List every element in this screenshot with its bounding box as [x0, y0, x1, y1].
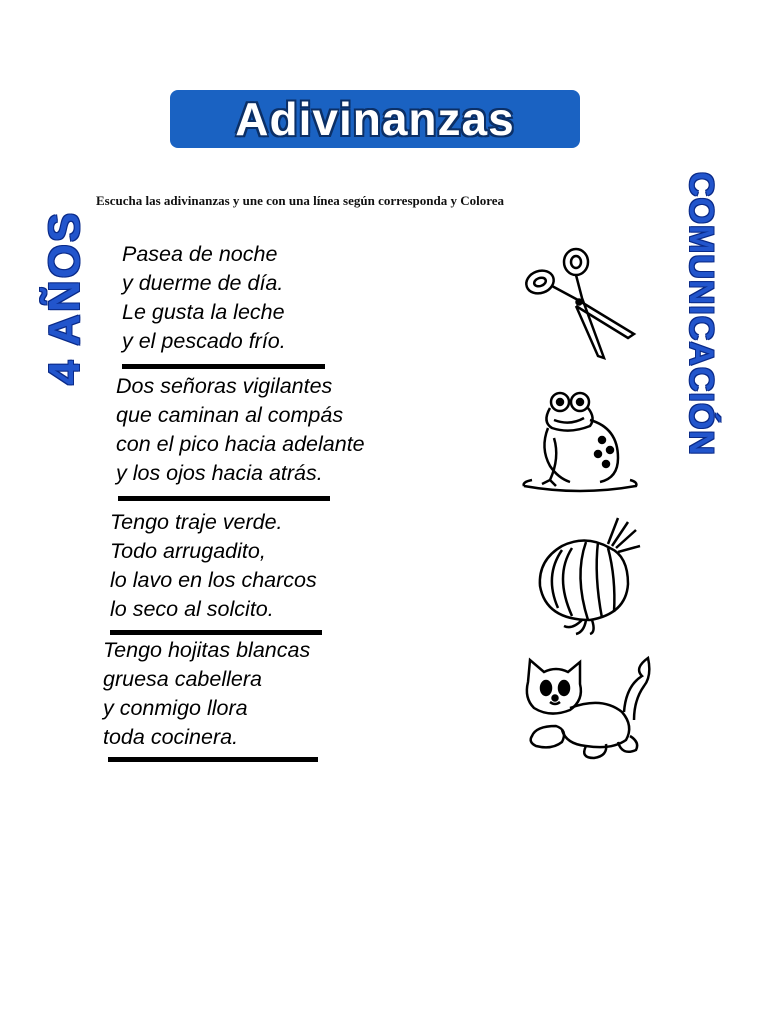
riddle-1	[122, 240, 286, 356]
riddle-line: Le gusta la leche	[122, 300, 285, 324]
scissors-icon	[518, 242, 642, 362]
kitten-icon	[522, 646, 660, 762]
answer-line-2	[118, 496, 330, 501]
answer-line-3	[110, 630, 322, 635]
riddle-line: Dos señoras vigilantes	[116, 374, 333, 398]
riddle-line: con el pico hacia adelante	[116, 432, 365, 456]
riddle-line: Pasea de noche	[122, 242, 278, 266]
riddle-line: que caminan al compás	[116, 403, 344, 427]
answer-line-4	[108, 757, 318, 762]
answer-line-1	[122, 364, 325, 369]
age-label: 4 AÑOS	[40, 210, 89, 385]
subject-label: COMUNICACIÓN	[682, 172, 720, 456]
page-title: Adivinanzas	[235, 93, 515, 145]
riddle-line: y conmigo llora	[103, 696, 248, 720]
frog-icon	[520, 388, 640, 496]
onion-icon	[532, 516, 644, 636]
riddle-line: gruesa cabellera	[103, 667, 262, 691]
riddle-line: y el pescado frío.	[122, 329, 286, 353]
riddle-line: y duerme de día.	[122, 271, 284, 295]
riddle-line: Tengo traje verde.	[110, 510, 283, 534]
riddle-line: lo lavo en los charcos	[110, 568, 317, 592]
riddle-line: lo seco al solcito.	[110, 597, 274, 621]
riddle-line: y los ojos hacia atrás.	[116, 461, 323, 485]
riddle-line: Todo arrugadito,	[110, 539, 266, 563]
instruction-text: Escucha las adivinanzas y une con una línea según corresponda y Colorea	[96, 193, 504, 208]
riddle-line: toda cocinera.	[103, 725, 239, 749]
title-banner	[170, 90, 580, 148]
riddle-2	[116, 372, 365, 488]
riddle-4	[103, 636, 310, 752]
riddle-line: Tengo hojitas blancas	[103, 638, 311, 662]
riddle-3	[110, 508, 317, 624]
